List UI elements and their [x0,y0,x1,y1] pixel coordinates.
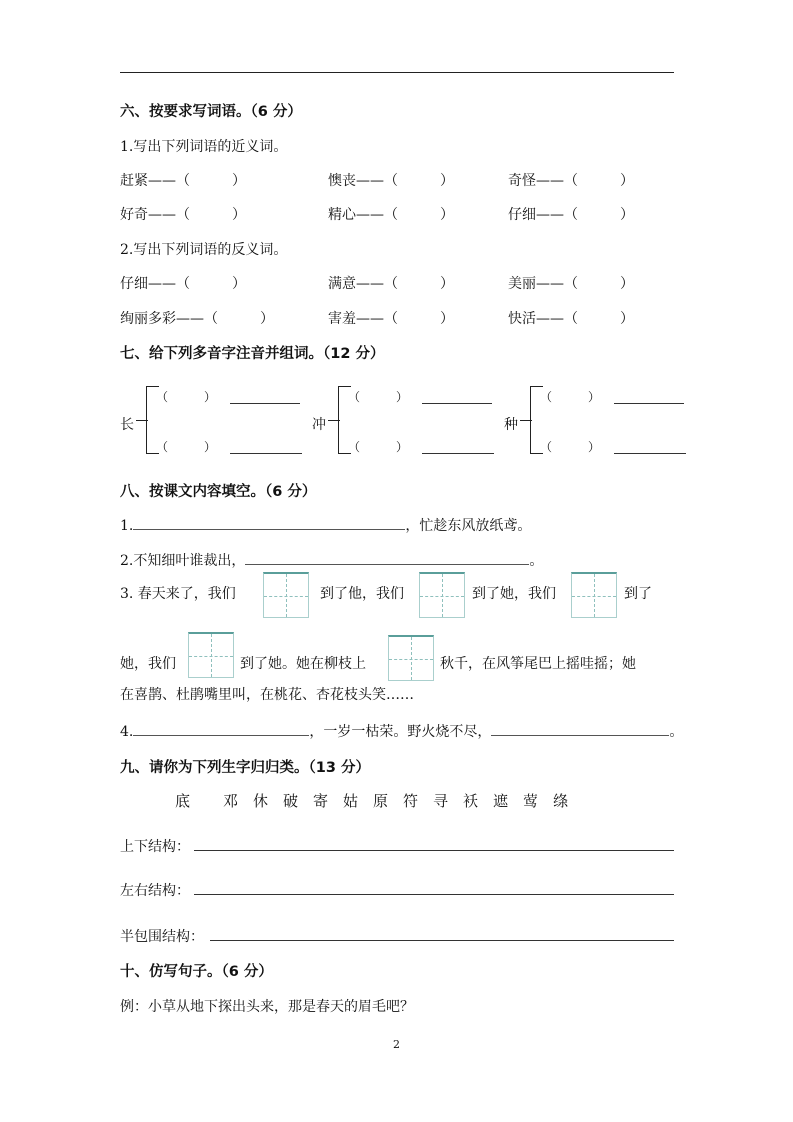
fill-line-1 [120,515,531,535]
char-list [175,790,577,811]
fill-line-2 [120,550,543,570]
polyphone-char: 种 [504,417,518,433]
syn-item[interactable]: 精心——（ ） [328,207,454,223]
char-item: 寻 [433,792,449,810]
char-item: 原 [373,792,389,810]
char-item: 邓 [223,792,239,810]
syn-item[interactable]: 奇怪——（ ） [508,173,634,189]
s6-q2: 2.写出下列词语的反义词。 [120,242,288,258]
char-grid-box[interactable] [419,572,465,618]
char-item: 莺 [523,792,539,810]
fill-blank[interactable] [133,721,309,736]
fill-line-6 [120,721,683,741]
char-item: 破 [283,792,299,810]
char-grid-box[interactable] [263,572,309,618]
char-item: 符 [403,792,419,810]
char-grid-box[interactable] [388,635,434,681]
word-blank[interactable] [230,453,302,454]
s6-q1: 1.写出下列词语的近义词。 [120,139,288,155]
char-item: 底 [175,792,191,810]
pinyin-paren[interactable]: （ ） [348,390,409,404]
fill-line-2-end: 。 [529,553,544,569]
pinyin-paren[interactable]: （ ） [348,440,409,454]
fill-blank[interactable] [133,515,405,530]
fill-line-3d: 到了 [624,586,652,602]
structure-label: 半包围结构： [120,929,204,945]
fill-blank[interactable] [245,550,529,565]
syn-item[interactable]: 好奇——（ ） [120,207,246,223]
section-6-title: 六、按要求写词语。（6 分） [120,104,302,120]
ant-item[interactable]: 绚丽多彩——（ ） [120,311,274,327]
fill-line-5: 在喜鹊、杜鹃嘴里叫，在桃花、杏花枝头笑…… [120,687,414,703]
pinyin-paren[interactable]: （ ） [156,440,217,454]
polyphone-char: 冲 [312,417,326,433]
fill-line-1-text: ，忙趁东风放纸鸢。 [405,518,532,534]
fill-line-1-num: 1. [120,518,134,534]
example-sentence: 例：小草从地下探出头来，那是春天的眉毛吧？ [120,999,414,1015]
brace-tip [136,420,148,421]
char-item: 袄 [463,792,479,810]
pinyin-paren[interactable]: （ ） [156,390,217,404]
section-10-title: 十、仿写句子。（6 分） [120,964,273,980]
ant-item[interactable]: 快活——（ ） [508,311,634,327]
fill-line-3c: 到了她，我们 [472,586,556,602]
word-blank[interactable] [614,453,686,454]
word-blank[interactable] [614,403,684,404]
pinyin-paren[interactable]: （ ） [540,440,601,454]
char-item: 休 [253,792,269,810]
char-item: 姑 [343,792,359,810]
word-blank[interactable] [230,403,300,404]
word-blank[interactable] [422,453,494,454]
section-8-title: 八、按课文内容填空。（6 分） [120,484,317,500]
structure-label: 上下结构： [120,839,190,855]
char-item: 绦 [553,792,569,810]
word-blank[interactable] [422,403,492,404]
answer-line[interactable] [210,940,674,941]
fill-line-4c: 秋千，在风筝尾巴上摇哇摇；她 [440,656,636,672]
structure-label: 左右结构： [120,883,190,899]
ant-item[interactable]: 害羞——（ ） [328,311,454,327]
fill-line-6-num: 4. [120,724,134,740]
syn-item[interactable]: 赶紧——（ ） [120,173,246,189]
ant-item[interactable]: 美丽——（ ） [508,276,634,292]
fill-line-3a: 3. 春天来了，我们 [120,586,236,602]
syn-item[interactable]: 懊丧——（ ） [328,173,454,189]
section-7-title: 七、给下列多音字注音并组词。（12 分） [120,346,385,362]
ant-item[interactable]: 满意——（ ） [328,276,454,292]
ant-item[interactable]: 仔细——（ ） [120,276,246,292]
pinyin-paren[interactable]: （ ） [540,390,601,404]
answer-line[interactable] [194,894,674,895]
char-grid-box[interactable] [571,572,617,618]
fill-line-6-end: 。 [669,724,684,740]
brace-tip [520,420,532,421]
char-item: 遮 [493,792,509,810]
char-grid-box[interactable] [188,632,234,678]
fill-blank[interactable] [491,721,669,736]
page-number: 2 [393,1038,400,1051]
fill-line-4a: 她，我们 [120,656,176,672]
section-9-title: 九、请你为下列生字归归类。（13 分） [120,760,370,776]
polyphone-char: 长 [120,417,134,433]
fill-line-2-text: 2.不知细叶谁裁出， [120,553,246,569]
header-rule [120,72,674,73]
fill-line-4b: 到了她。她在柳枝上 [240,656,366,672]
answer-line[interactable] [194,850,674,851]
fill-line-6-mid: ，一岁一枯荣。野火烧不尽， [309,724,492,740]
char-item: 寄 [313,792,329,810]
fill-line-3b: 到了他，我们 [320,586,404,602]
syn-item[interactable]: 仔细——（ ） [508,207,634,223]
brace-tip [328,420,340,421]
